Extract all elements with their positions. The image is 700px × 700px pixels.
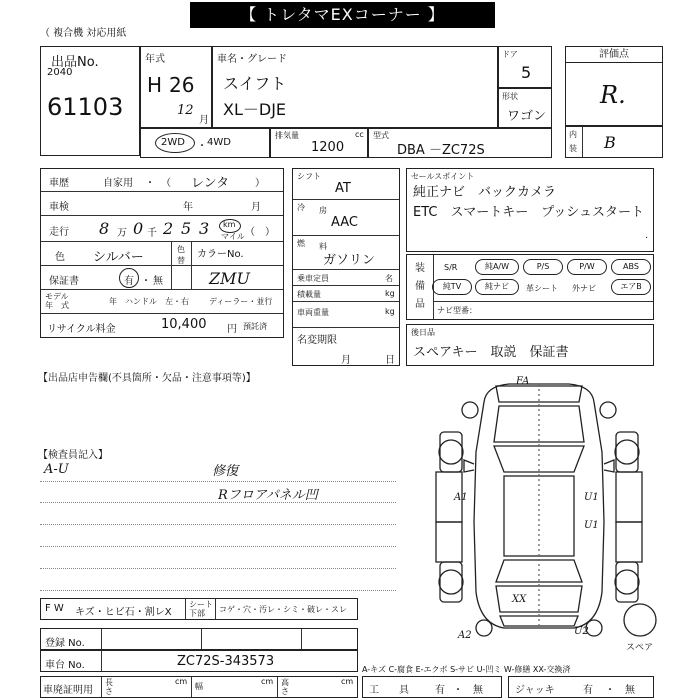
tax-row [40, 676, 358, 698]
post-items-box [406, 324, 654, 366]
warranty-yes: 有 [124, 276, 134, 287]
name-change-label: 名変期限 [297, 335, 337, 346]
warranty-no: 無 [153, 276, 163, 287]
inspector-line3: Rフロアパネル凹 [218, 488, 318, 503]
capacity-l3: 車両重量 [297, 308, 329, 317]
tax-cm2: cm [261, 677, 274, 686]
mileage-d2: 0 [133, 219, 144, 238]
tax-cm1: cm [175, 677, 188, 686]
headlight-left [462, 402, 478, 418]
equip-tv: 純TV [432, 279, 472, 295]
mileage-unit-mile: マイル [221, 232, 245, 241]
model-year-handle: ハンドル 左・右 [125, 297, 189, 306]
mark-left: A1 [454, 492, 468, 503]
shape-label: 形状 [502, 92, 518, 101]
interior-box [565, 126, 663, 158]
equip-abs: ABS [611, 259, 651, 275]
mirror-right [604, 460, 614, 472]
tax-cm3: cm [341, 677, 354, 686]
warranty-label: 保証書 [49, 276, 79, 287]
inspector-line1: A-U [44, 462, 69, 477]
jack-yes: 有 [583, 685, 593, 696]
mileage-label: 走行 [49, 227, 69, 238]
fw-row [40, 598, 358, 620]
damage-legend: A-キズ C-腐食 E-エクボ S-サビ U-凹ミ W-修繕 XX-交換済 [362, 665, 571, 674]
mark-rear-left: A2 [458, 630, 472, 641]
spare-label: スペア [626, 643, 654, 653]
inspection-year: 年 [183, 202, 193, 213]
warranty-dot: ・ [141, 276, 151, 287]
wheel-rear-right [615, 570, 639, 594]
equip-navi: 純ナビ [475, 279, 519, 295]
equip-sr: S/R [444, 263, 458, 272]
doors-label: ドア [502, 50, 518, 59]
left-rear-door [436, 522, 462, 562]
fuel-label-1: 燃 [297, 239, 305, 248]
taillight-left [476, 620, 492, 636]
right-front-fender [616, 432, 638, 472]
registration-row [40, 628, 358, 650]
mileage-d1: 8 [99, 219, 110, 238]
chassis-row [40, 650, 358, 672]
lot-number-box [40, 46, 140, 156]
displacement-unit: cc [355, 130, 364, 139]
headlight-right [600, 402, 616, 418]
capacity-l2: 積載量 [297, 290, 321, 299]
tax-l1: 長 [105, 678, 113, 687]
ac-label-2: 房 [319, 206, 327, 215]
top-note: （ 複合機 対応用紙 [40, 28, 127, 39]
wheel-rear-left [439, 570, 463, 594]
wheel-front-left [439, 440, 463, 464]
equip-label-1: 装 [415, 263, 425, 274]
mark-rear: XX [512, 594, 527, 605]
name-change-day: 日 [385, 355, 395, 366]
drive-opt1: 2WD [161, 137, 185, 148]
car-name: スイフト [223, 74, 287, 93]
mileage-u1: 万 [117, 228, 127, 239]
sales-point-line1: 純正ナビ バックカメラ [413, 185, 557, 200]
model-year-l2: 年 式 [45, 301, 69, 310]
model-year-year: 年 [109, 297, 117, 306]
doors-value: 5 [521, 63, 532, 82]
car-name-box [212, 46, 498, 128]
capacity-u3: kg [385, 307, 395, 316]
recycle-label: リサイクル料金 [47, 324, 116, 335]
post-items-value: スペアキー 取説 保証書 [413, 345, 569, 360]
mark-right-2: U1 [584, 520, 599, 531]
year-box [140, 46, 212, 128]
displacement-box [270, 128, 368, 158]
inspector-label: 【検査員記入】 [38, 450, 108, 461]
info-mid-block [292, 168, 400, 366]
spare-tire [624, 604, 656, 636]
sales-point-box [406, 168, 654, 252]
chassis-label: 車台 No. [45, 660, 85, 671]
model-type-box [368, 128, 552, 158]
sales-point-mark: · [645, 233, 649, 244]
model-type-value: DBA －ZC72S [397, 143, 485, 158]
info-left-block [40, 168, 284, 338]
lot-number: 61103 [47, 93, 124, 121]
fw-sheet-1: シート [189, 600, 213, 609]
score-label: 評価点 [566, 47, 662, 63]
equip-leather: 革シート [526, 284, 558, 293]
score-value: R. [600, 81, 626, 109]
sales-point-label: セールスポイント [411, 172, 475, 181]
post-items-label: 後日品 [411, 328, 435, 337]
mileage-paren: （ ） [245, 227, 275, 238]
displacement-label: 排気量 [275, 131, 299, 140]
mileage-d4: 5 [181, 219, 192, 238]
mileage-unit-km: km [223, 220, 236, 229]
tools-no: 無 [473, 685, 483, 696]
tax-l3: 幅 [195, 682, 203, 691]
equip-power-steering: P/S [523, 259, 563, 275]
equip-label-3: 品 [415, 299, 425, 310]
recycle-value: 10,400 [161, 317, 207, 332]
interior-value: B [604, 133, 616, 152]
rear-window [496, 560, 582, 582]
score-box [565, 46, 663, 126]
tools-yes: 有 [435, 685, 445, 696]
right-rear-fender [616, 562, 638, 602]
right-front-door [616, 472, 642, 522]
shift-label: シフト [297, 172, 321, 181]
tax-l4: 高 [281, 678, 289, 687]
navi-type: ナビ型番： [437, 306, 477, 315]
history-label: 車歴 [49, 178, 69, 189]
drive-dot: ・ [197, 141, 207, 152]
color-no-value: ZMU [209, 269, 250, 288]
chassis-value: ZC72S-343573 [177, 654, 275, 669]
color-change-1: 色 [177, 245, 185, 254]
wheel-front-right [615, 440, 639, 464]
color-change-2: 替 [177, 256, 185, 265]
capacity-u1: 名 [385, 274, 393, 283]
declaration-label: 【出品店申告欄(不具箇所・欠品・注意事項等)】 [38, 373, 256, 384]
color-no-label: カラーNo. [197, 249, 244, 260]
mileage-d5: 3 [199, 219, 210, 238]
shift-value: AT [335, 181, 351, 196]
year-value: 26 [169, 73, 195, 97]
color-value: シルバー [93, 250, 144, 265]
left-rear-fender [440, 562, 462, 602]
registration-label: 登録 No. [45, 638, 85, 649]
year-month-unit: 月 [199, 115, 209, 126]
mark-right-1: U1 [584, 492, 599, 503]
history-paren-close: ） [255, 178, 265, 189]
equip-alloy-wheel: 純A/W [475, 259, 519, 275]
lot-stamp: 2040 [47, 67, 73, 78]
inspector-line2: 修復 [212, 464, 239, 479]
inspection-month: 月 [251, 202, 261, 213]
tools-row [362, 676, 502, 698]
car-damage-diagram [414, 372, 664, 662]
model-year-dealer: ディーラー・並行 [209, 297, 273, 306]
sales-point-line2: ETC スマートキー プッシュスタート [413, 205, 645, 220]
right-rear-door [616, 522, 642, 562]
ac-value: AAC [331, 215, 358, 230]
shape-box [498, 88, 552, 128]
tools-label: 工 具 [369, 685, 409, 696]
jack-row [508, 676, 654, 698]
mark-rear-right: U2 [574, 626, 589, 637]
fw-text: キズ・ヒビ石・割レX [75, 607, 172, 618]
jack-no: 無 [625, 685, 635, 696]
mileage-d3: 2 [163, 219, 174, 238]
tools-dot: ・ [453, 685, 463, 696]
jack-label: ジャッキ [515, 685, 555, 696]
drive-box [140, 128, 270, 158]
year-month: 12 [177, 103, 194, 118]
recycle-note: 預託済 [243, 322, 267, 331]
car-grade: XL－DJE [223, 100, 287, 119]
year-label: 年式 [145, 54, 165, 65]
inspection-label: 車検 [49, 202, 69, 213]
fw-text-2: コゲ・穴・汚レ・シミ・破レ・スレ [219, 605, 347, 614]
model-type-label: 型式 [373, 131, 389, 140]
mileage-u2: 千 [147, 228, 157, 239]
mark-front: FA [516, 376, 530, 387]
history-private: 自家用 [103, 178, 133, 189]
equip-power-window: P/W [567, 259, 607, 275]
equip-label-2: 備 [415, 281, 425, 292]
left-front-fender [440, 432, 462, 472]
equip-ext-navi: 外ナビ [572, 284, 596, 293]
tax-l5: さ [281, 687, 289, 696]
displacement-value: 1200 [311, 140, 345, 155]
model-year-l1: モデル [45, 292, 69, 301]
equip-airbag: エアB [611, 279, 651, 295]
fuel-value: ガソリン [323, 253, 376, 268]
doors-box [498, 46, 552, 88]
history-rental: レンタ [191, 176, 230, 191]
capacity-u2: kg [385, 289, 395, 298]
year-era: H [147, 73, 163, 97]
recycle-unit: 円 [227, 324, 237, 335]
car-label: 車名・グレード [217, 54, 287, 65]
color-label: 色 [55, 252, 65, 263]
mirror-left [464, 460, 474, 472]
ac-label-1: 冷 [297, 203, 305, 212]
history-paren-open: （ [161, 178, 171, 189]
fuel-label-2: 料 [319, 242, 327, 251]
fw-label: F W [45, 603, 64, 614]
interior-label-2: 装 [569, 144, 577, 153]
capacity-l1: 乗車定員 [297, 274, 329, 283]
name-change-month: 月 [341, 355, 351, 366]
interior-label-1: 内 [569, 130, 577, 139]
history-dot: ・ [145, 178, 155, 189]
tax-label: 車廃証明用 [43, 685, 93, 696]
jack-dot: ・ [605, 685, 615, 696]
shape-value: ワゴン [507, 109, 547, 124]
tax-l2: さ [105, 687, 113, 696]
banner-title: 【 トレタマEXコーナー 】 [190, 2, 495, 28]
fw-sheet-2: 下部 [189, 609, 205, 618]
drive-opt2: 4WD [207, 137, 231, 148]
lot-label: 出品No. [51, 55, 99, 70]
